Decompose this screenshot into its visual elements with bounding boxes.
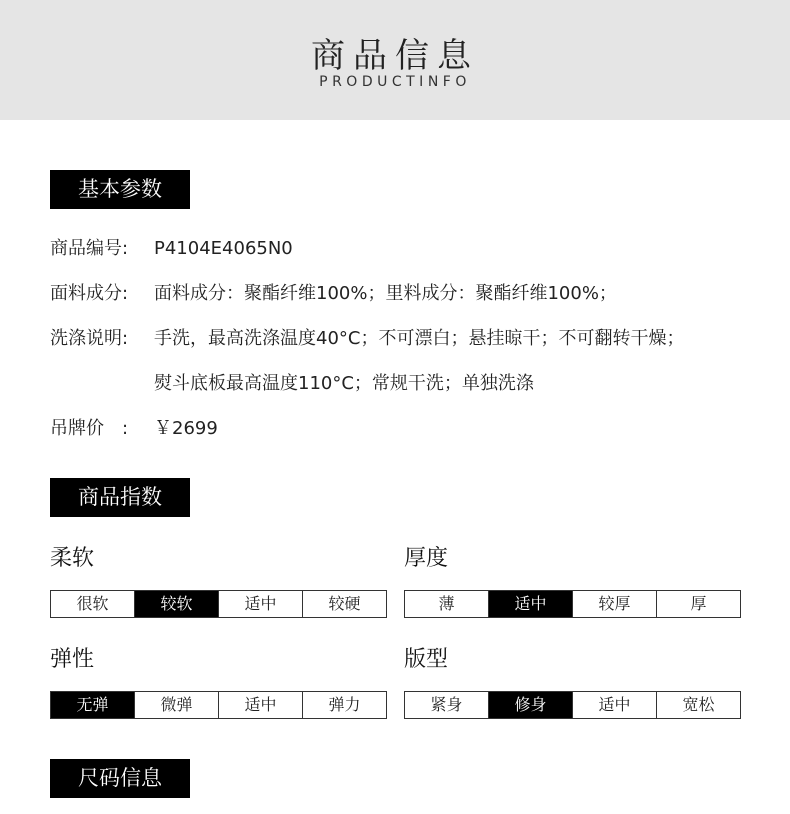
index-option: 微弹 [134, 692, 218, 718]
section-tag-size-info: 尺码信息 [50, 759, 190, 798]
index-option: 适中 [572, 692, 656, 718]
index-option: 薄 [438, 594, 455, 613]
index-option-selected: 修身 [488, 692, 572, 718]
index-scale-elasticity [50, 691, 387, 719]
index-option: 厚 [656, 591, 740, 617]
section-tag-basic-params: 基本参数 [50, 170, 190, 209]
index-title-softness: 柔软 [50, 546, 95, 571]
index-title-elasticity: 弹性 [50, 647, 95, 672]
param-label-code: 商品编号: [50, 238, 129, 259]
param-row-code [50, 237, 293, 261]
index-option: 适中 [218, 591, 302, 617]
index-title-fit: 版型 [404, 647, 449, 672]
param-label-wash: 洗涤说明: [50, 328, 129, 349]
param-row-price [50, 417, 218, 441]
param-value-code: P4104E4065N0 [154, 238, 293, 259]
index-option: 紧身 [430, 695, 463, 714]
param-label-material: 面料成分: [50, 283, 129, 304]
param-value-material: 面料成分：聚酯纤维100%；里料成分：聚酯纤维100%； [154, 283, 617, 304]
param-value-wash-line2: 熨斗底板最高温度110°C；常规干洗；单独洗涤 [154, 373, 534, 394]
index-option: 较硬 [302, 591, 386, 617]
index-title-thickness: 厚度 [404, 546, 449, 571]
index-option: 弹力 [302, 692, 386, 718]
index-scale-fit [404, 691, 741, 719]
index-option: 适中 [218, 692, 302, 718]
param-value-wash-line1: 手洗，最高洗涤温度40°C；不可漂白；悬挂晾干；不可翻转干燥； [154, 328, 685, 349]
index-scale-thickness [404, 590, 741, 618]
index-option-selected: 无弹 [51, 692, 134, 718]
section-tag-product-index: 商品指数 [50, 478, 190, 517]
index-option: 宽松 [656, 692, 740, 718]
param-value-price: ￥2699 [154, 418, 218, 439]
index-option-selected: 较软 [134, 591, 218, 617]
param-label-price: 吊牌价 : [50, 418, 129, 439]
index-option: 很软 [76, 594, 109, 613]
index-option-selected: 适中 [488, 591, 572, 617]
param-row-wash [50, 327, 685, 351]
header-banner [0, 0, 790, 120]
page-subtitle: PRODUCTINFO [319, 74, 471, 90]
page-title: 商品信息 [311, 36, 479, 76]
index-option: 较厚 [572, 591, 656, 617]
index-scale-softness [50, 590, 387, 618]
param-row-material [50, 282, 617, 306]
